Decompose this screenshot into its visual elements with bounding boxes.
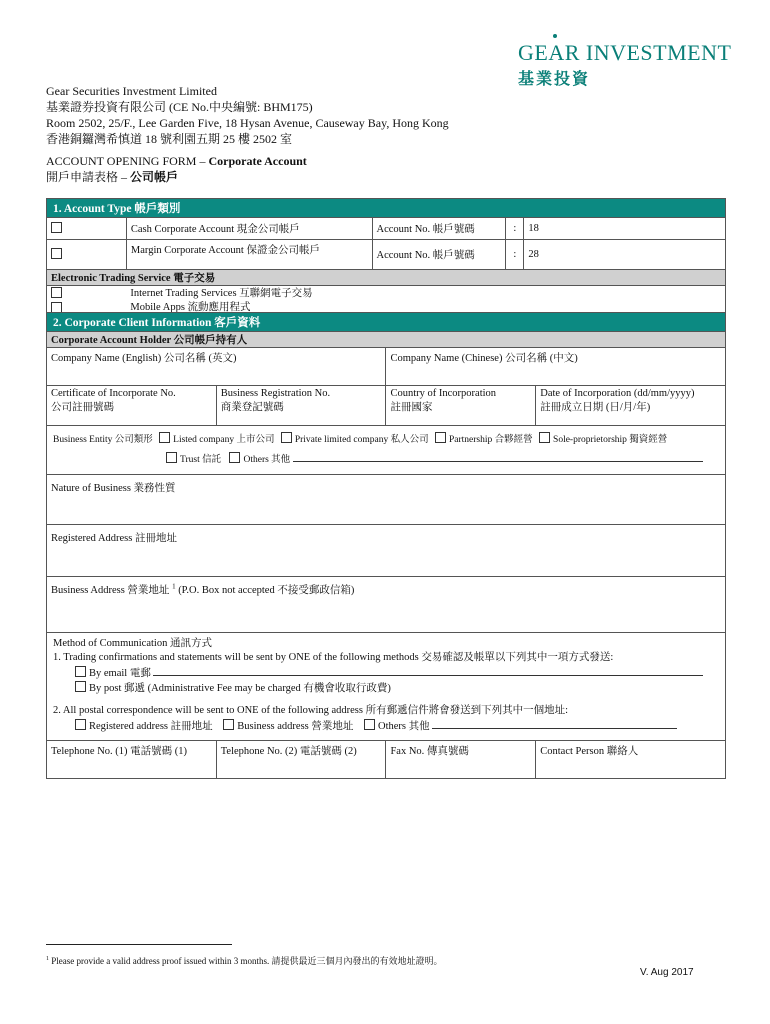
company-address-zh: 香港銅鑼灣希慎道 18 號利園五期 25 樓 2502 室 <box>46 132 293 146</box>
logo-text-zh: 基業投資 <box>518 69 591 88</box>
business-entity-row: Business Entity 公司類形 Listed company 上市公司 Private limited company 私人公司 Partnership 合夥經營 Sole-proprietorship 獨資經營 Trust 信託 Others 其他 <box>47 426 726 475</box>
company-name-zh-field[interactable]: Company Name (Chinese) 公司名稱 (中文) <box>386 348 726 386</box>
account-type-table <box>46 198 726 319</box>
margin-account-colon: : <box>506 240 524 270</box>
country-field[interactable]: Country of Incorporation 註冊國家 <box>386 386 536 426</box>
footnote: $^1$ Please provide a valid address proof issued within 3 months. 請提供最近三個月內發出的有效地址證明。 <box>46 956 443 966</box>
cash-account-checkbox-cell <box>47 218 127 240</box>
company-header <box>46 83 646 147</box>
nature-of-business-field[interactable]: Nature of Business 業務性質 <box>47 475 726 525</box>
company-name-en: Gear Securities Investment Limited <box>46 84 217 98</box>
margin-account-label: Margin Corporate Account 保證金公司帳戶 <box>126 240 372 270</box>
others-address-checkbox[interactable] <box>364 719 375 730</box>
contact-person-field[interactable]: Contact Person 聯絡人 <box>536 741 726 779</box>
margin-account-no-label: Account No. 帳戶號碼 <box>372 240 506 270</box>
registered-address-field[interactable]: Registered Address 註冊地址 <box>47 525 726 577</box>
communication-section: Method of Communication 通訊方式 1. Trading confirmations and statements will be sent by ONE of the following methods 交易確認及帳單以下列其中一項方式發送: By email 電郵 By post 郵遞 (Administrative Fee may be charged 有機會收取行政費) 2. All postal correspondence will be sent to ONE of the following address 所有郵遞信件將會發送到下列其中一個地址: Registered address 註冊地址 Business address 營業地址 Others 其他 <box>47 633 726 741</box>
logo-mark-icon <box>553 34 557 38</box>
business-entity-label: Business Entity 公司類形 <box>53 435 153 445</box>
electronic-trading-heading: Electronic Trading Service 電子交易 <box>47 270 726 286</box>
cash-account-colon: : <box>506 218 524 240</box>
corporate-holder-heading: Corporate Account Holder 公司帳戶持有人 <box>47 332 726 348</box>
cash-account-no-field[interactable]: 18 <box>524 218 726 240</box>
form-title-zh: 開戶申請表格 – 公司帳戶 <box>46 170 179 184</box>
margin-account-checkbox[interactable] <box>51 248 62 259</box>
margin-account-no-field[interactable]: 28 <box>524 240 726 270</box>
business-address-checkbox[interactable] <box>223 719 234 730</box>
by-post-checkbox[interactable] <box>75 681 86 692</box>
communication-item-1: 1. Trading confirmations and statements will be sent by ONE of the following methods 交易確認及帳單以下列其中一項方式發送: <box>53 652 614 663</box>
internet-trading-label: Internet Trading Services 互聯網電子交易 <box>130 288 313 299</box>
margin-account-checkbox-cell <box>47 240 127 270</box>
cash-account-checkbox[interactable] <box>51 222 62 233</box>
by-email-checkbox[interactable] <box>75 666 86 677</box>
telephone-1-field[interactable]: Telephone No. (1) 電話號碼 (1) <box>47 741 217 779</box>
client-info-table <box>46 312 726 779</box>
footnote-divider <box>46 944 232 945</box>
mobile-apps-label: Mobile Apps 流動應用程式 <box>130 302 251 313</box>
others-entity-checkbox[interactable] <box>229 452 240 463</box>
section-1-heading: 1. Account Type 帳戶類別 <box>47 199 726 218</box>
listed-company-checkbox[interactable] <box>159 432 170 443</box>
date-field[interactable]: Date of Incorporation (dd/mm/yyyy) 註冊成立日期 (日/月/年) <box>536 386 726 426</box>
communication-item-2: 2. All postal correspondence will be sent to ONE of the following address 所有郵遞信件將會發送到下列其中一個地址: <box>53 705 569 716</box>
version-label: V. Aug 2017 <box>640 967 694 978</box>
registered-address-checkbox[interactable] <box>75 719 86 730</box>
communication-heading: Method of Communication 通訊方式 <box>53 638 212 649</box>
fax-field[interactable]: Fax No. 傳真號碼 <box>386 741 536 779</box>
company-name-en-field[interactable]: Company Name (English) 公司名稱 (英文) <box>47 348 386 386</box>
others-address-input[interactable] <box>432 718 677 729</box>
br-no-field[interactable]: Business Registration No. 商業登記號碼 <box>216 386 386 426</box>
cash-account-no-label: Account No. 帳戶號碼 <box>372 218 506 240</box>
section-2-heading: 2. Corporate Client Information 客戶資料 <box>47 313 726 332</box>
company-address-en: Room 2502, 25/F., Lee Garden Five, 18 Hysan Avenue, Causeway Bay, Hong Kong <box>46 116 449 130</box>
email-input[interactable] <box>153 665 703 676</box>
sole-proprietorship-checkbox[interactable] <box>539 432 550 443</box>
internet-trading-checkbox[interactable] <box>51 287 62 298</box>
business-address-field[interactable]: Business Address 營業地址 $^1$ (P.O. Box not accepted 不接受郵政信箱) <box>47 577 726 633</box>
others-entity-input[interactable] <box>293 451 703 462</box>
logo-text-en: GEAR INVESTMENT <box>518 40 732 65</box>
form-title-en: ACCOUNT OPENING FORM – Corporate Account <box>46 154 307 168</box>
form-title <box>46 153 646 185</box>
telephone-2-field[interactable]: Telephone No. (2) 電話號碼 (2) <box>216 741 386 779</box>
cert-no-field[interactable]: Certificate of Incorporate No. 公司註冊號碼 <box>47 386 217 426</box>
trust-checkbox[interactable] <box>166 452 177 463</box>
company-name-zh: 基業證券投資有限公司 (CE No.中央編號: BHM175) <box>46 100 313 114</box>
private-company-checkbox[interactable] <box>281 432 292 443</box>
partnership-checkbox[interactable] <box>435 432 446 443</box>
cash-account-label: Cash Corporate Account 現金公司帳戶 <box>126 218 372 240</box>
